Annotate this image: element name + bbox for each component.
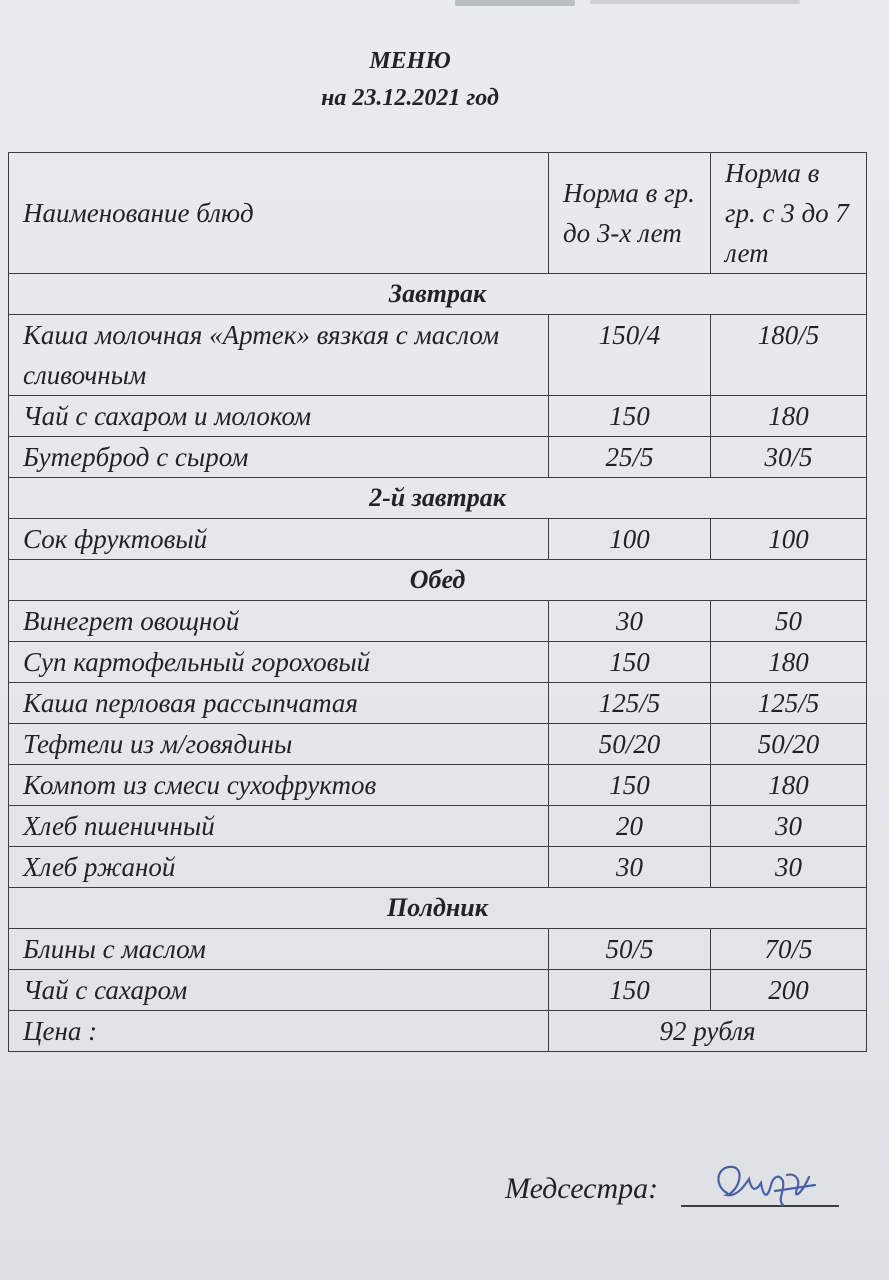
norm-3to7: 125/5 [711,683,867,724]
norm-under3: 150 [549,970,711,1011]
price-value: 92 рубля [549,1011,867,1052]
price-row [9,1011,867,1052]
column-header-dish: Наименование блюд [9,153,549,274]
dish-name: Компот из смеси сухофруктов [9,765,549,806]
nurse-label: Медсестра: [505,1172,659,1205]
dish-name: Чай с сахаром [9,970,549,1011]
norm-under3: 125/5 [549,683,711,724]
norm-3to7: 30 [711,806,867,847]
norm-3to7: 100 [711,519,867,560]
table-row [9,929,867,970]
table-row [9,683,867,724]
table-row [9,315,867,396]
norm-3to7: 30/5 [711,437,867,478]
dish-name: Винегрет овощной [9,601,549,642]
norm-under3: 150 [549,765,711,806]
section-row [9,274,867,315]
table-row [9,765,867,806]
table-row [9,519,867,560]
norm-3to7: 70/5 [711,929,867,970]
top-edge-strip [455,0,575,6]
norm-under3: 20 [549,806,711,847]
norm-3to7: 180/5 [711,315,867,396]
section-title: Полдник [9,888,867,929]
section-title: Обед [9,560,867,601]
menu-date: на 23.12.2021 год [321,85,499,111]
norm-under3: 50/5 [549,929,711,970]
dish-name: Чай с сахаром и молоком [9,396,549,437]
table-row [9,806,867,847]
norm-under3: 50/20 [549,724,711,765]
dish-name: Хлеб пшеничный [9,806,549,847]
table-row [9,724,867,765]
dish-name: Тефтели из м/говядины [9,724,549,765]
dish-name: Хлеб ржаной [9,847,549,888]
dish-name: Каша молочная «Артек» вязкая с маслом сливочным [9,315,549,396]
dish-name: Бутерброд с сыром [9,437,549,478]
norm-3to7: 50 [711,601,867,642]
menu-table [8,152,867,1052]
section-title: 2-й завтрак [9,478,867,519]
norm-under3: 150/4 [549,315,711,396]
norm-under3: 30 [549,847,711,888]
table-row [9,970,867,1011]
column-header-norm-under3: Норма в гр. до 3-х лет [549,153,711,274]
column-header-norm-3to7: Норма в гр. с 3 до 7 лет [711,153,867,274]
price-label: Цена : [9,1011,549,1052]
section-row [9,560,867,601]
norm-3to7: 180 [711,396,867,437]
norm-3to7: 200 [711,970,867,1011]
section-row [9,888,867,929]
section-row [9,478,867,519]
norm-under3: 25/5 [549,437,711,478]
norm-under3: 30 [549,601,711,642]
norm-under3: 100 [549,519,711,560]
page-title: МЕНЮ [369,48,451,74]
top-edge-strip [590,0,800,4]
section-title: Завтрак [9,274,867,315]
dish-name: Каша перловая рассыпчатая [9,683,549,724]
dish-name: Суп картофельный гороховый [9,642,549,683]
table-row [9,601,867,642]
table-row [9,437,867,478]
norm-under3: 150 [549,642,711,683]
table-row [9,847,867,888]
norm-3to7: 30 [711,847,867,888]
table-row [9,396,867,437]
norm-3to7: 180 [711,765,867,806]
norm-under3: 150 [549,396,711,437]
dish-name: Сок фруктовый [9,519,549,560]
norm-3to7: 180 [711,642,867,683]
table-header-row [9,153,867,274]
table-row [9,642,867,683]
norm-3to7: 50/20 [711,724,867,765]
dish-name: Блины с маслом [9,929,549,970]
signature-image [705,1155,825,1215]
